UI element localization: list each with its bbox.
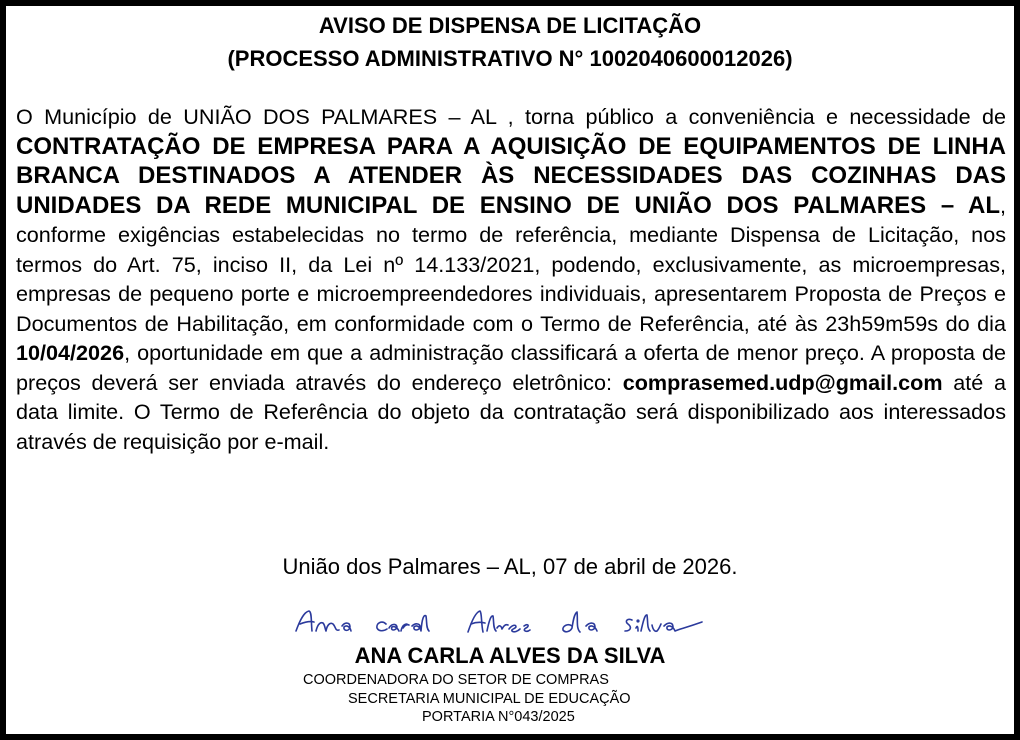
notice-title: AVISO DE DISPENSA DE LICITAÇÃO bbox=[318, 13, 702, 38]
body-submission: , oportunidade em que a administração classificará a oferta de menor preço. A proposta de preços deverá ser enviada através do endereço eletrônico: bbox=[16, 340, 1006, 395]
contract-object: CONTRATAÇÃO DE EMPRESA PARA A AQUISIÇÃO DE EQUIPAMENTOS DE LINHA BRANCA DESTINADOS A ATENDER ÀS NECESSIDADES DAS COZINHAS DAS UNIDADES DA REDE MUNICIPAL DE ENSINO DE UNIÃO DOS PALMARES – AL bbox=[16, 132, 1006, 219]
notice-body bbox=[16, 102, 1006, 456]
body-closing: até a data limite. O Termo de Referência do objeto da contratação será disponibilizado aos interessados através de requisição por e-mail. bbox=[16, 369, 1006, 454]
signer-department: SECRETARIA MUNICIPAL DE EDUCAÇÃO bbox=[348, 691, 631, 707]
handwritten-signature bbox=[290, 598, 720, 644]
signer-ordinance: PORTARIA N°043/2025 bbox=[422, 709, 575, 725]
contact-email: comprasemed.udp@gmail.com bbox=[622, 369, 943, 395]
process-number-title: (PROCESSO ADMINISTRATIVO N° 1002040600012026) bbox=[227, 46, 793, 71]
place-and-date: União dos Palmares – AL, 07 de abril de 2026. bbox=[282, 554, 738, 579]
body-requirements: , conforme exigências estabelecidas no termo de referência, mediante Dispensa de Licitação, nos termos do Art. 75, inciso II, da Lei nº 14.133/2021, podendo, exclusivamente, as microempresas, empresas de pequeno porte e microempreendedores individuais, apresentarem Proposta de Preços e Documentos de Habilitação, em conformidade com o Termo de Referência, até às 23h59m59s do dia bbox=[16, 192, 1006, 336]
signer-name: ANA CARLA ALVES DA SILVA bbox=[354, 643, 666, 668]
body-intro: O Município de UNIÃO DOS PALMARES – AL , torna público a conveniência e necessidade de bbox=[16, 104, 1006, 129]
deadline-date: 10/04/2026 bbox=[16, 340, 125, 365]
signer-role: COORDENADORA DO SETOR DE COMPRAS bbox=[303, 672, 609, 688]
